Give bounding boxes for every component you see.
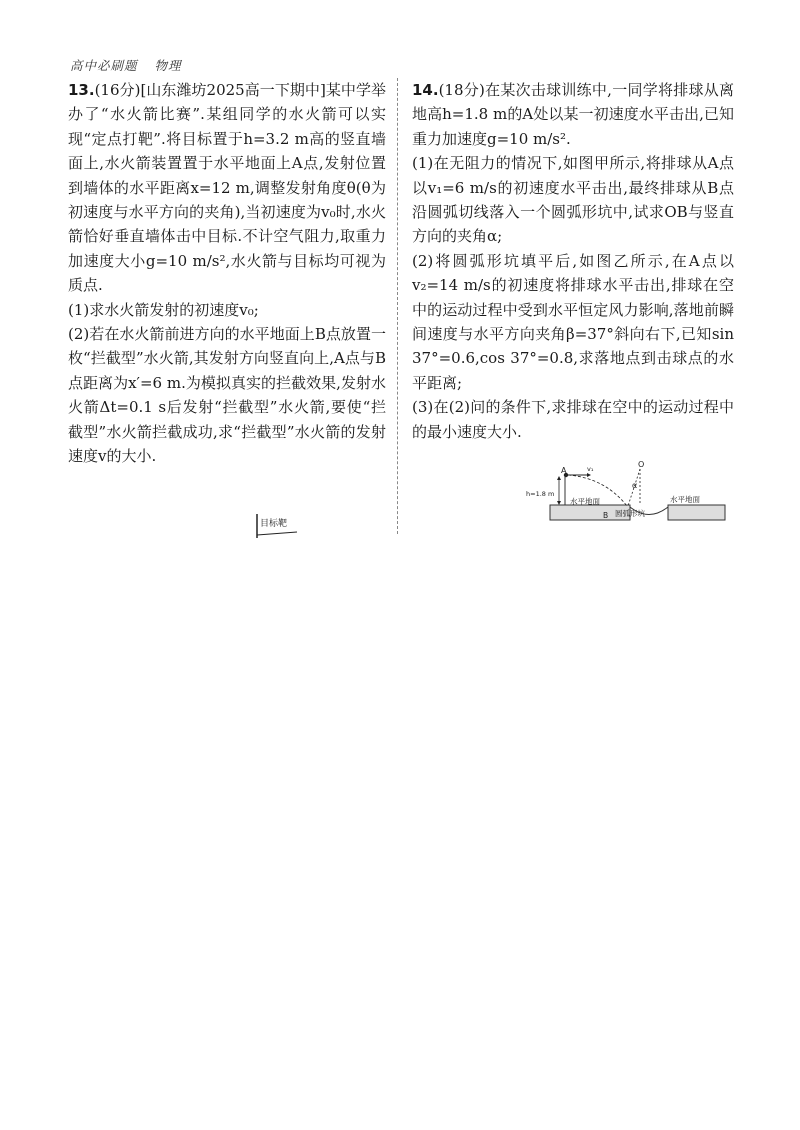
label-height: h=1.8 m — [526, 490, 555, 498]
q14-paragraph-1: (1)在无阻力的情况下,如图甲所示,将排球从A点以v₁=6 m/s的初速度水平击出,最终排球从B点沿圆弧切线落入一个圆弧形坑中,试求OB与竖直方向的夹角α; — [412, 154, 734, 246]
q13-number: 13. — [68, 81, 95, 99]
label-v1: v₁ — [587, 465, 594, 473]
q14-paragraph-0: (18分)在某次击球训练中,一同学将排球从离地高h=1.8 m的A处以某一初速度水平击出,已知重力加速度g=10 m/s². — [412, 81, 734, 148]
header-series: 高中必刷题 — [70, 58, 138, 73]
label-O: O — [638, 460, 645, 469]
q14-paragraph-3: (3)在(2)问的条件下,求排球在空中的运动过程中的最小速度大小. — [412, 398, 734, 441]
label-B: B — [603, 511, 609, 520]
q14-paragraph-2: (2)将圆弧形坑填平后,如图乙所示,在A点以v₂=14 m/s的初速度将排球水平击出,排球在空中的运动过程中受到水平恒定风力影响,落地前瞬间速度与水平方向夹角β=37°斜向右下,已知sin 37°=0.6,cos 37°=0.8,求落地点到击球点的水平距离; — [412, 251, 734, 392]
header-subject: 物理 — [154, 58, 182, 73]
q13-paragraph-2: (2)若在水火箭前进方向的水平地面上B点放置一枚“拦截型”水火箭,其发射方向竖直向上,A点与B点距离为x′=6 m.为模拟真实的拦截效果,发射水火箭Δt=0.1 s后发射“拦截型”水火箭,要使“拦截型”水火箭拦截成功,求“拦截型”水火箭的发射速度v的大小. — [68, 325, 386, 466]
q14-stem — [412, 78, 734, 151]
question-14 — [412, 78, 734, 444]
label-ground-left: 水平地面 — [570, 497, 600, 506]
q14-number: 14. — [412, 81, 439, 99]
page-header — [70, 56, 194, 74]
label-alpha: α — [632, 481, 638, 490]
q13-paragraph-0: (16分)[山东潍坊2025高一下期中]某中学举办了“水火箭比赛”.某组同学的水火箭可以实现“定点打靶”.将目标置于h=3.2 m高的竖直墙面上,水火箭装置置于水平地面上A点,发射位置到墙体的水平距离x=12 m,调整发射角度θ(θ为初速度与水平方向的夹角),当初速度为v₀时,水火箭恰好垂直墙体击中目标.不计空气阻力,取重力加速度大小g=10 m/s²,水火箭与目标均可视为质点. — [68, 81, 386, 295]
label-pit: 圆弧形坑 — [615, 509, 645, 518]
q13-paragraph-1: (1)求水火箭发射的初速度v₀; — [68, 300, 259, 319]
column-divider — [397, 78, 398, 534]
q13-figure-label: 目标靶 — [260, 519, 288, 529]
label-A: A — [561, 466, 567, 475]
question-13 — [68, 78, 386, 469]
q14-figure — [525, 458, 730, 532]
q13-stem — [68, 78, 386, 298]
q13-figure — [255, 514, 305, 544]
label-ground-right: 水平地面 — [670, 495, 700, 504]
